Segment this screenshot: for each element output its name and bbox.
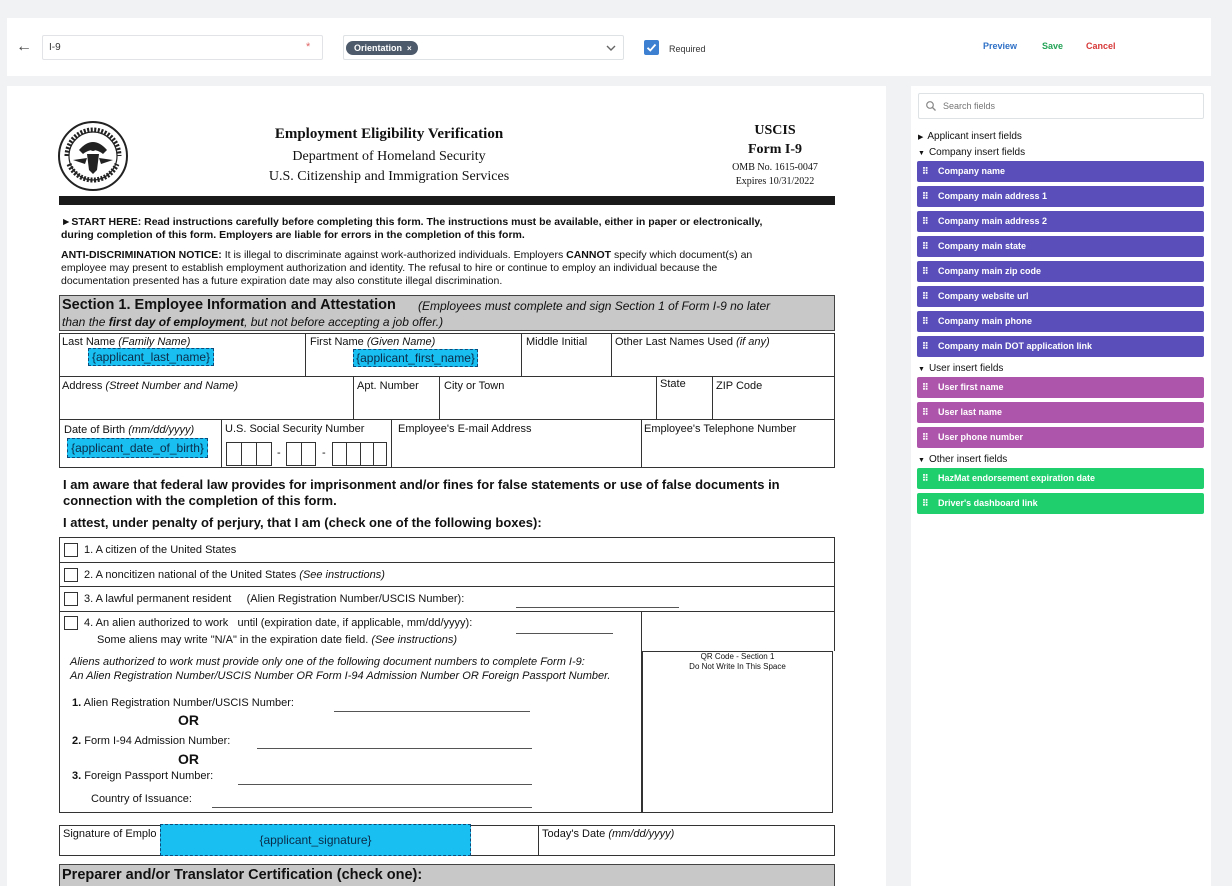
- anti-text-cannot: CANNOT: [566, 249, 612, 261]
- email-label: Employee's E-mail Address: [398, 423, 532, 435]
- field-user-last-name[interactable]: [917, 402, 1204, 423]
- field-drivers-dashboard-link[interactable]: [917, 493, 1204, 514]
- aliens-instructions-2: An Alien Registration Number/USCIS Number OR Form I-94 Admission Number OR Foreign Passport Number.: [70, 670, 611, 682]
- first-name-label: [310, 336, 435, 348]
- ssn-part-2[interactable]: [286, 442, 316, 466]
- document-canvas[interactable]: [7, 86, 886, 886]
- permanent-resident-line: [516, 607, 679, 608]
- ssn-part-1[interactable]: [226, 442, 272, 466]
- date-label-a: Today's Date: [542, 828, 609, 840]
- alien-block-right: [641, 611, 835, 651]
- drag-handle-icon: ⠿: [922, 266, 929, 276]
- required-checkbox[interactable]: [644, 40, 659, 55]
- preparer-title: Preparer and/or Translator Certification (check one):: [62, 867, 423, 883]
- field-label: Company main state: [938, 241, 1027, 251]
- field-label: Company main phone: [938, 316, 1033, 326]
- last-name-label-a: Last Name: [62, 336, 119, 348]
- first-name-label-b: (Given Name): [366, 336, 436, 348]
- section-1-note: (Employees must complete and sign Section 1 of Form I-9 no later: [418, 299, 771, 313]
- field-label: Company main zip code: [938, 266, 1042, 276]
- other-names-label-a: Other Last Names Used: [615, 336, 737, 348]
- doc2-number: 2.: [72, 735, 82, 747]
- first-name-label-a: First Name: [310, 336, 367, 348]
- save-button[interactable]: Save: [1042, 41, 1064, 51]
- doc1-line: [334, 711, 530, 712]
- qr-label-1: QR Code - Section 1: [700, 652, 775, 661]
- address-label-b: (Street Number and Name): [105, 380, 239, 392]
- or-2: OR: [178, 751, 199, 767]
- required-label: Required: [669, 44, 706, 54]
- field-label: HazMat endorsement expiration date: [938, 473, 1096, 483]
- drag-handle-icon: ⠿: [922, 473, 929, 483]
- drag-handle-icon: ⠿: [922, 432, 929, 442]
- ssn-dash-2: -: [322, 447, 326, 459]
- ssn-dash-1: -: [277, 447, 281, 459]
- alien-authorized-checkbox[interactable]: [64, 616, 78, 630]
- section-1-header: [59, 295, 835, 331]
- field-company-main-address-2[interactable]: [917, 211, 1204, 232]
- field-label: Company main address 1: [938, 191, 1048, 201]
- tag-label: Orientation: [354, 43, 403, 53]
- caret-down-icon: ▼: [918, 457, 925, 464]
- applicant-dob-token[interactable]: {applicant_date_of_birth}: [67, 438, 208, 458]
- anti-discrimination-line-3: documentation presented has a future expiration date may also constitute illegal discrimination.: [61, 275, 503, 287]
- drag-handle-icon: ⠿: [922, 166, 929, 176]
- drag-handle-icon: ⠿: [922, 216, 929, 226]
- search-field[interactable]: [918, 93, 1204, 119]
- phone-cell-divider: [641, 419, 642, 468]
- note-text-b: , but not before accepting a job offer.): [244, 315, 444, 329]
- or-1: OR: [178, 712, 199, 728]
- tag-chip: [346, 41, 418, 55]
- date-label-b: (mm/dd/yyyy): [608, 828, 675, 840]
- alien-authorized-label: 4. An alien authorized to work until (expiration date, if applicable, mm/dd/yyyy):: [84, 617, 473, 629]
- doc2-text: Form I-94 Admission Number:: [81, 735, 231, 747]
- preview-button[interactable]: Preview: [983, 41, 1018, 51]
- ssn-label: U.S. Social Security Number: [225, 423, 365, 435]
- noncitizen-national-checkbox[interactable]: [64, 568, 78, 582]
- signature-label: Signature of Emplo: [63, 828, 157, 840]
- aliens-instructions-1: Aliens authorized to work must provide only one of the following document numbers to complete Form I-9:: [70, 656, 585, 668]
- doc2-line: [257, 748, 532, 749]
- search-icon: [925, 100, 937, 112]
- group-user-insert-fields[interactable]: [918, 363, 1003, 374]
- field-label: User phone number: [938, 432, 1024, 442]
- group-company-insert-fields[interactable]: [918, 147, 1025, 158]
- anti-text-a: It is illegal to discriminate against work-authorized individuals. Employers: [221, 249, 567, 261]
- doc1-number: 1.: [72, 697, 82, 709]
- drag-handle-icon: ⠿: [922, 291, 929, 301]
- field-label: Company website url: [938, 291, 1029, 301]
- field-company-main-state[interactable]: [917, 236, 1204, 257]
- ssn-part-3[interactable]: [332, 442, 387, 466]
- noncitizen-label-b: (See instructions): [299, 569, 385, 581]
- city-label: City or Town: [444, 380, 505, 392]
- noncitizen-national-label: [84, 569, 385, 581]
- caret-down-icon: ▼: [918, 150, 925, 157]
- country-label: Country of Issuance:: [91, 793, 192, 805]
- section-1-note-2: [62, 315, 443, 329]
- section-1-title: Section 1. Employee Information and Attestation: [62, 297, 396, 313]
- i9-form: [7, 86, 886, 886]
- preparer-header: [59, 864, 835, 886]
- drag-handle-icon: ⠿: [922, 407, 929, 417]
- form-number: Form I-9: [747, 142, 803, 157]
- form-omb: OMB No. 1615-0047: [732, 162, 818, 173]
- applicant-signature-token[interactable]: {applicant_signature}: [160, 824, 471, 856]
- doc2-label: [72, 735, 230, 747]
- field-company-name[interactable]: [917, 161, 1204, 182]
- alien-note-b: (See instructions): [371, 634, 457, 646]
- state-label: State: [660, 378, 686, 390]
- last-name-label-b: (Family Name): [118, 336, 191, 348]
- drag-handle-icon: ⠿: [922, 341, 929, 351]
- search-input[interactable]: [943, 98, 1193, 114]
- tags-select[interactable]: [343, 35, 624, 60]
- doc3-label: [72, 770, 213, 782]
- arrow-left-icon[interactable]: ←: [16, 38, 32, 55]
- attest-line: I attest, under penalty of perjury, that I am (check one of the following boxes):: [63, 515, 542, 530]
- aware-line-1: I am aware that federal law provides for imprisonment and/or fines for false statements or use of false documents in: [63, 477, 780, 492]
- dob-label-b: (mm/dd/yyyy): [128, 424, 195, 436]
- expiration-line: [516, 633, 613, 634]
- alien-note: [97, 634, 457, 646]
- group-other-insert-fields[interactable]: [918, 454, 1007, 465]
- applicant-first-name-token[interactable]: {applicant_first_name}: [353, 349, 478, 367]
- header-divider: [59, 196, 835, 205]
- apt-label: Apt. Number: [357, 380, 419, 392]
- permanent-resident-label: 3. A lawful permanent resident (Alien Registration Number/USCIS Number):: [84, 593, 465, 605]
- dob-label: [64, 424, 194, 436]
- top-toolbar: [7, 18, 1211, 76]
- todays-date-label: [542, 828, 674, 840]
- field-company-main-dot-application-link[interactable]: [917, 336, 1204, 357]
- required-asterisk-icon: *: [306, 41, 311, 53]
- doc1-label: [72, 697, 294, 709]
- form-expires: Expires 10/31/2022: [735, 176, 815, 187]
- field-company-main-address-1[interactable]: [917, 186, 1204, 207]
- zip-label: ZIP Code: [716, 380, 763, 392]
- group-label: Other insert fields: [928, 454, 1008, 465]
- alien-note-a: Some aliens may write "N/A" in the expiration date field.: [97, 634, 372, 646]
- country-line: [212, 807, 532, 808]
- signature-divider: [538, 825, 539, 856]
- drag-handle-icon: ⠿: [922, 241, 929, 251]
- field-label: Company main DOT application link: [938, 341, 1093, 351]
- noncitizen-label-a: 2. A noncitizen national of the United States: [84, 569, 300, 581]
- address-label: [62, 380, 238, 392]
- field-hazmat-endorsement-expiration-date[interactable]: [917, 468, 1204, 489]
- insert-fields-panel: [911, 86, 1211, 886]
- group-label: User insert fields: [928, 363, 1004, 374]
- options-divider-2: [59, 586, 835, 587]
- middle-initial-label: Middle Initial: [526, 336, 588, 348]
- group-applicant-insert-fields[interactable]: [918, 131, 1022, 142]
- form-department: Department of Homeland Security: [292, 149, 486, 164]
- field-label: User last name: [938, 407, 1003, 417]
- field-company-main-zip-code[interactable]: [917, 261, 1204, 282]
- form-uscis: USCIS: [754, 123, 796, 138]
- field-label: User first name: [938, 382, 1004, 392]
- form-title: Employment Eligibility Verification: [274, 126, 504, 142]
- check-icon: [644, 40, 659, 55]
- doc3-number: 3.: [72, 770, 82, 782]
- anti-text-c: specify which document(s) an: [611, 249, 753, 261]
- citizen-checkbox[interactable]: [64, 543, 78, 557]
- caret-right-icon: ▶: [918, 134, 924, 141]
- applicant-last-name-token[interactable]: {applicant_last_name}: [88, 348, 214, 366]
- last-name-label: [62, 336, 190, 348]
- tag-remove-icon[interactable]: ×: [407, 44, 412, 53]
- form-agency: U.S. Citizenship and Immigration Services: [268, 169, 510, 184]
- other-names-label-b: (if any): [736, 336, 770, 348]
- field-user-phone-number[interactable]: [917, 427, 1204, 448]
- field-label: Driver's dashboard link: [938, 498, 1038, 508]
- qr-code-box: [642, 651, 833, 813]
- field-company-main-phone[interactable]: [917, 311, 1204, 332]
- dhs-seal-icon: [57, 120, 129, 192]
- options-divider-1: [59, 562, 835, 563]
- field-label: Company name: [938, 166, 1006, 176]
- note-text-a: than the: [62, 315, 109, 329]
- phone-label: Employee's Telephone Number: [644, 423, 797, 435]
- caret-down-icon: ▼: [918, 366, 925, 373]
- note-first-day: first day of employment: [108, 315, 245, 329]
- chevron-down-icon[interactable]: [605, 42, 617, 54]
- drag-handle-icon: ⠿: [922, 191, 929, 201]
- cancel-button[interactable]: Cancel: [1086, 41, 1116, 51]
- doc3-line: [238, 784, 532, 785]
- permanent-resident-checkbox[interactable]: [64, 592, 78, 606]
- group-label: Company insert fields: [928, 147, 1026, 158]
- start-here-line-2: during completion of this form. Employers are liable for errors in the completion of this form.: [61, 229, 525, 241]
- doc3-text: Foreign Passport Number:: [81, 770, 214, 782]
- field-label: Company main address 2: [938, 216, 1048, 226]
- anti-discrimination-line-2: employee may present to establish employment authorization and identity. The refusal to hire or continue to employ an individual because the: [61, 262, 718, 274]
- qr-label-2: Do Not Write In This Space: [689, 662, 786, 671]
- drag-handle-icon: ⠿: [922, 316, 929, 326]
- citizen-label: 1. A citizen of the United States: [84, 544, 237, 556]
- anti-discrimination-line-1: [61, 249, 752, 262]
- field-company-website-url[interactable]: [917, 286, 1204, 307]
- start-here-line-1: ►START HERE: Read instructions carefully before completing this form. The instructions must be available, either in paper or electronically,: [61, 216, 763, 228]
- drag-handle-icon: ⠿: [922, 382, 929, 392]
- other-names-label: [615, 336, 770, 348]
- aware-line-2: connection with the completion of this form.: [63, 493, 337, 508]
- group-label: Applicant insert fields: [927, 131, 1022, 142]
- dob-label-a: Date of Birth: [64, 424, 129, 436]
- field-user-first-name[interactable]: [917, 377, 1204, 398]
- address-label-a: Address: [62, 380, 106, 392]
- doc1-text: Alien Registration Number/USCIS Number:: [81, 697, 294, 709]
- anti-discrimination-title: ANTI-DISCRIMINATION NOTICE:: [61, 249, 222, 261]
- drag-handle-icon: ⠿: [922, 498, 929, 508]
- document-name-input[interactable]: [42, 35, 323, 60]
